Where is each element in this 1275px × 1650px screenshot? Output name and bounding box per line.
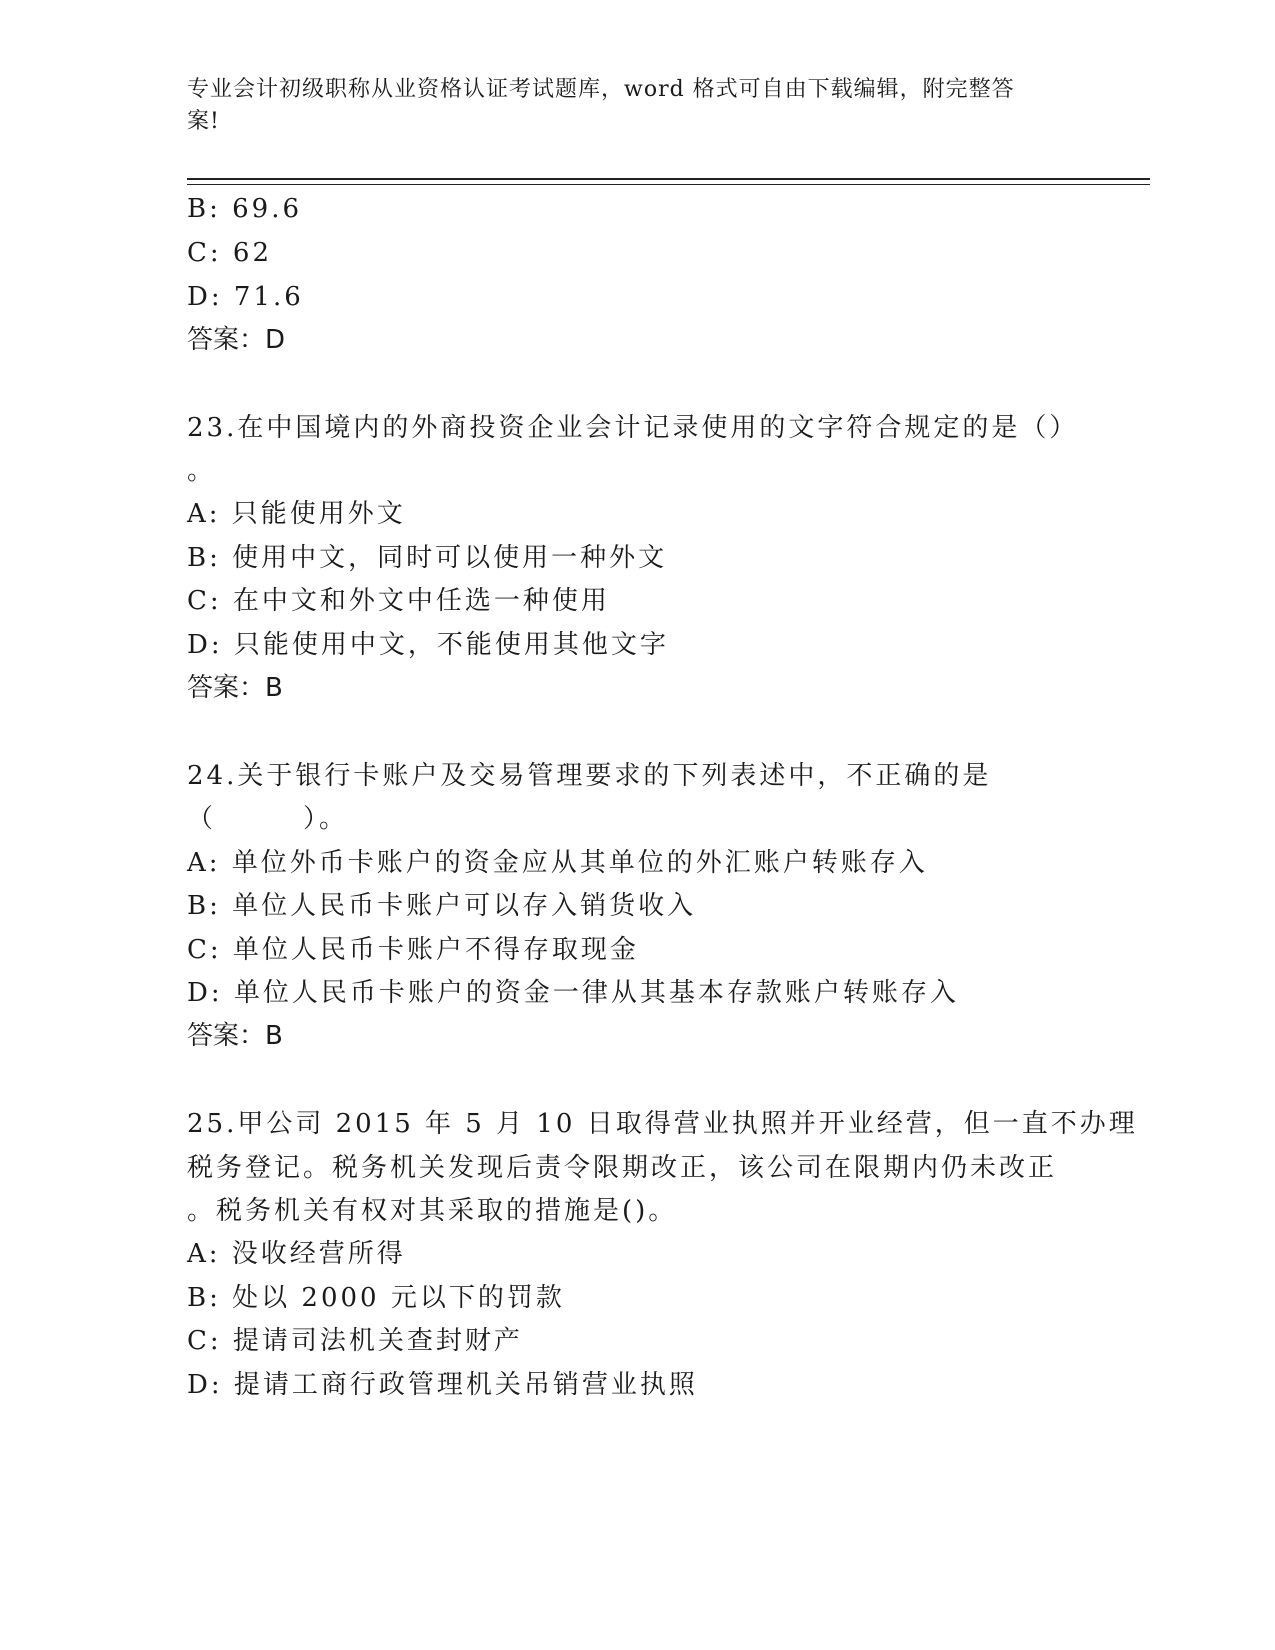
q23-stem: 23.在中国境内的外商投资企业会计记录使用的文字符合规定的是（） (187, 413, 1079, 443)
q24-option-d: D: 单位人民币卡账户的资金一律从其基本存款账户转账存入 (187, 978, 959, 1008)
q24-option-b: B: 单位人民币卡账户可以存入销货收入 (187, 891, 697, 921)
q25-stem-cont-1: 税务登记。税务机关发现后责令限期改正，该公司在限期内仍未改正 (187, 1153, 1058, 1183)
q22-option-d: D: 71.6 (187, 282, 304, 312)
q22-option-b: B: 69.6 (187, 194, 303, 224)
header-line-1: 专业会计初级职称从业资格认证考试题库，word 格式可自由下载编辑，附完整答 (187, 77, 1015, 102)
q24-stem-cont: （ ）。 (187, 804, 349, 834)
header-divider-thin (187, 184, 1150, 185)
q23-option-c: C: 在中文和外文中任选一种使用 (187, 586, 610, 616)
q25-option-d: D: 提请工商行政管理机关吊销营业执照 (187, 1370, 698, 1400)
header-divider-thick (187, 178, 1150, 180)
q23-option-b: B: 使用中文，同时可以使用一种外文 (187, 543, 668, 573)
q22-option-c: C: 62 (187, 238, 273, 268)
q25-stem: 25.甲公司 2015 年 5 月 10 日取得营业执照并开业经营，但一直不办理 (187, 1109, 1138, 1139)
header-line-2: 案! (187, 109, 220, 134)
q25-option-a: A: 没收经营所得 (187, 1239, 406, 1269)
q24-option-a: A: 单位外币卡账户的资金应从其单位的外汇账户转账存入 (187, 848, 928, 878)
q24-answer: 答案：B (187, 1021, 283, 1051)
q23-option-d: D: 只能使用中文，不能使用其他文字 (187, 630, 669, 660)
q24-stem: 24.关于银行卡账户及交易管理要求的下列表述中，不正确的是 (187, 761, 992, 791)
q23-answer: 答案：B (187, 673, 283, 703)
q22-answer: 答案：D (187, 325, 286, 355)
q23-option-a: A: 只能使用外文 (187, 499, 406, 529)
q24-option-c: C: 单位人民币卡账户不得存取现金 (187, 935, 639, 965)
q25-option-b: B: 处以 2000 元以下的罚款 (187, 1283, 565, 1313)
q23-stem-cont: 。 (187, 456, 217, 486)
q25-option-c: C: 提请司法机关查封财产 (187, 1326, 523, 1356)
page-header (187, 74, 1067, 138)
q25-stem-cont-2: 。税务机关有权对其采取的措施是()。 (187, 1196, 678, 1226)
